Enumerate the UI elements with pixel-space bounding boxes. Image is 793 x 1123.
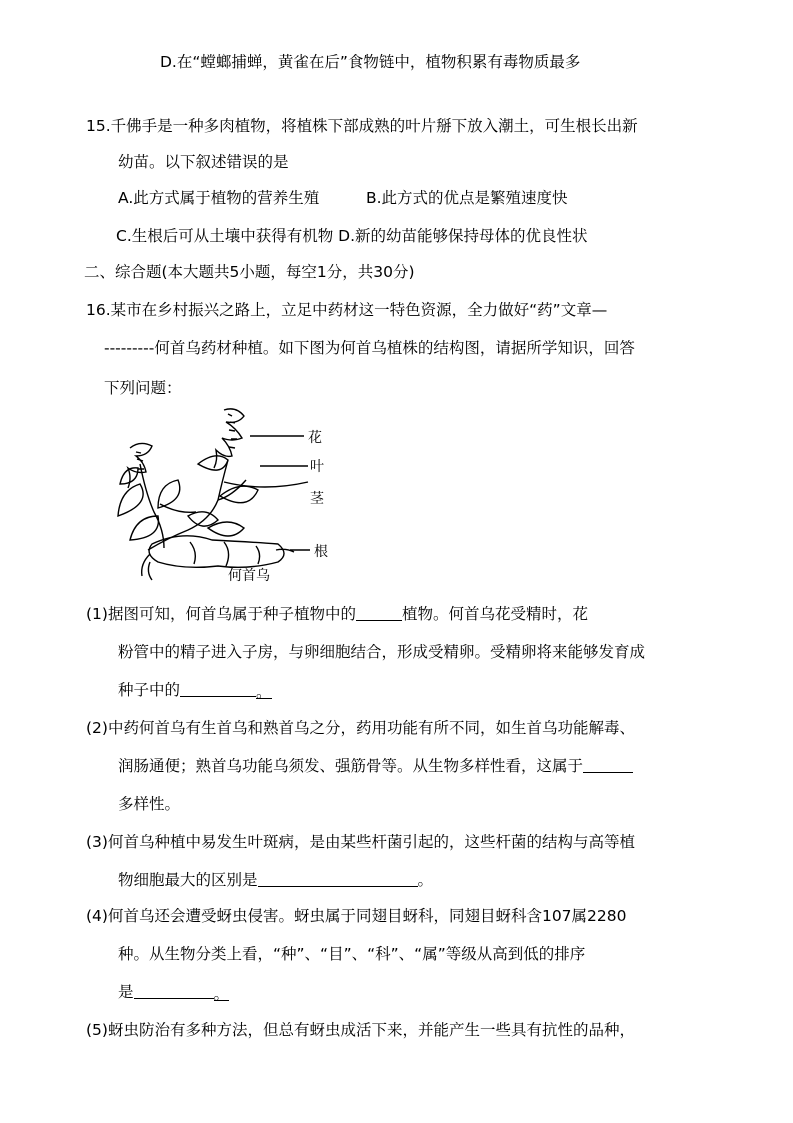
stem-line <box>140 464 164 548</box>
leaf-shape <box>220 486 258 503</box>
subquestion-1 <box>86 604 588 624</box>
label-root: 根 <box>314 544 328 560</box>
option-15cd: C.生根后可从土壤中获得有机物 D.新的幼苗能够保持母体的优良性状 <box>116 227 588 245</box>
question-15-stem-cont: 幼苗。以下叙述错误的是 <box>118 153 289 171</box>
label-leaf: 叶 <box>310 459 324 475</box>
section-heading: 二、综合题(本大题共5小题，每空1分，共30分) <box>84 263 415 281</box>
subquestion-4: (4)何首乌还会遭受蚜虫侵害。蚜虫属于同翅目蚜科，同翅目蚜科含107属2280 <box>86 907 627 925</box>
question-16-stem-end: 下列问题： <box>104 379 182 397</box>
flower-cluster <box>228 414 237 448</box>
subquestion-2-text: 润肠通便；熟首乌功能乌须发、强筋骨等。从生物多样性看，这属于 <box>118 757 584 775</box>
root-tuber <box>149 536 284 568</box>
subquestion-1-text: (1)据图可知，何首乌属于种子植物中的 <box>86 605 356 623</box>
answer-blank-end: 。 <box>256 683 272 701</box>
answer-blank[interactable] <box>356 604 402 621</box>
answer-blank[interactable] <box>180 680 256 697</box>
plant-diagram <box>100 404 340 586</box>
subquestion-3-end: 。 <box>417 871 434 889</box>
figure-caption: 何首乌 <box>228 568 270 584</box>
leaf-shape <box>130 516 158 540</box>
flower-cluster <box>214 409 244 468</box>
subquestion-1-line3 <box>118 680 272 700</box>
question-16-stem-cont: ---------何首乌药材种植。如下图为何首乌植株的结构图，请据所学知识，回答 <box>104 339 635 357</box>
subquestion-4-line2: 种。从生物分类上看，“种”、“目”、“科”、“属”等级从高到低的排序 <box>118 945 586 963</box>
option-14d: D.在“螳螂捕蝉，黄雀在后”食物链中，植物积累有毒物质最多 <box>160 53 581 71</box>
subquestion-4-line3 <box>118 982 229 1002</box>
subquestion-2-line2 <box>118 756 633 776</box>
option-15b: B.此方式的优点是繁殖速度快 <box>366 189 568 207</box>
question-16-stem: 16.某市在乡村振兴之路上，立足中药材这一特色资源，全力做好“药”文章— <box>86 301 608 319</box>
answer-blank[interactable] <box>583 756 633 773</box>
subquestion-3-text: 物细胞最大的区别是 <box>118 871 258 889</box>
root-tuber <box>190 542 260 566</box>
leaf-shape <box>158 480 180 508</box>
answer-blank[interactable] <box>258 870 418 887</box>
label-flower: 花 <box>308 430 322 446</box>
subquestion-3-line2 <box>118 870 433 890</box>
subquestion-2: (2)中药何首乌有生首乌和熟首乌之分，药用功能有所不同，如生首乌功能解毒、 <box>86 719 635 737</box>
pointer-line <box>224 482 308 487</box>
leaf-shape <box>198 456 228 470</box>
leaf-shape <box>188 512 218 526</box>
subquestion-5: (5)蚜虫防治有多种方法，但总有蚜虫成活下来，并能产生一些具有抗性的品种， <box>86 1021 635 1039</box>
leaf-shape <box>118 484 143 516</box>
plant-figure <box>100 404 340 586</box>
subquestion-3: (3)何首乌种植中易发生叶斑病，是由某些杆菌引起的，这些杆菌的结构与高等植 <box>86 833 635 851</box>
root-tuber <box>142 554 152 580</box>
label-stem: 茎 <box>310 491 324 507</box>
answer-blank-end: 。 <box>213 985 230 1003</box>
subquestion-1-line2: 粉管中的精子进入子房，与卵细胞结合，形成受精卵。受精卵将来能够发育成 <box>118 643 646 661</box>
question-15-stem: 15.千佛手是一种多肉植物，将植株下部成熟的叶片掰下放入潮土，可生根长出新 <box>86 117 638 135</box>
subquestion-2-line3: 多样性。 <box>118 795 181 813</box>
answer-blank[interactable] <box>134 982 214 999</box>
subquestion-4-text: 是 <box>118 983 134 1001</box>
subquestion-1-text-cont: 植物。何首乌花受精时，花 <box>401 605 588 623</box>
subquestion-1-text: 种子中的 <box>118 681 181 699</box>
option-15a: A.此方式属于植物的营养生殖 <box>118 189 320 207</box>
